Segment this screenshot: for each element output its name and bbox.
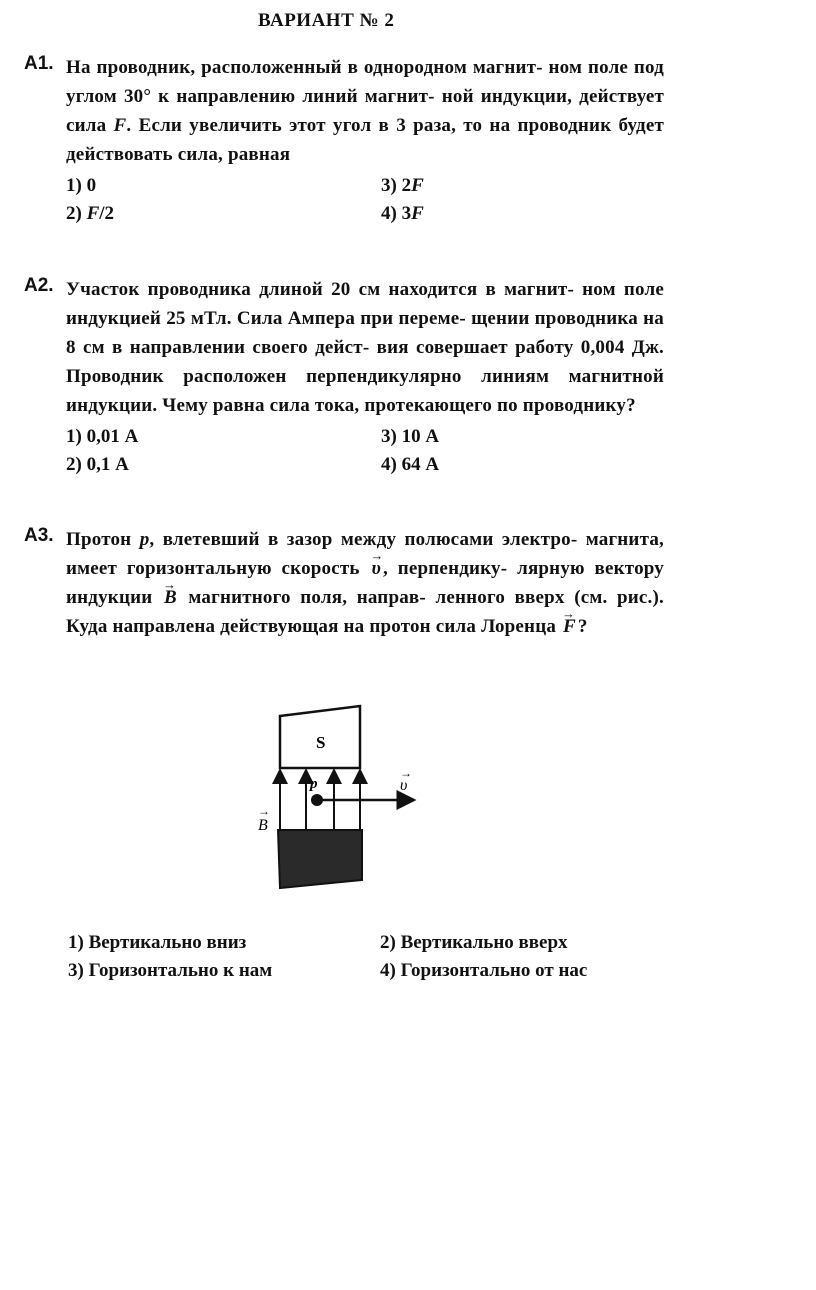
answer-option[interactable]: 4) 64 А	[381, 454, 440, 475]
answer-option[interactable]: 3) 10 А	[381, 426, 440, 447]
question-a3	[24, 525, 664, 641]
vector-arrow-mark: →	[258, 804, 270, 818]
answer-options-a3	[68, 929, 680, 985]
vector-arrow-mark: →	[400, 766, 412, 780]
bottom-pole	[278, 830, 362, 888]
question-number: А3.	[24, 525, 54, 546]
page-title: ВАРИАНТ № 2	[258, 10, 395, 31]
answer-options	[66, 423, 664, 479]
proton	[311, 794, 323, 806]
answer-option[interactable]: 3) Горизонтально к нам	[68, 960, 273, 981]
question-number: А1.	[24, 53, 54, 74]
velocity-label: υ	[400, 777, 408, 794]
force-vector-symbol: → F	[561, 612, 578, 641]
answer-option[interactable]: 2) F/2	[66, 203, 115, 224]
answer-option[interactable]: 4) Горизонтально от нас	[380, 960, 588, 981]
field-label: B	[258, 817, 268, 834]
question-number: А2.	[24, 275, 54, 296]
pole-label: S	[316, 733, 326, 752]
answer-option[interactable]: 1) 0	[66, 175, 97, 196]
answer-option[interactable]: 2) 0,1 А	[66, 454, 129, 475]
answer-option[interactable]: 3) 2F	[381, 175, 424, 196]
field-vector-symbol: → B	[162, 583, 179, 612]
question-text: Протон p, влетевший в зазор между полюсами электро- магнита, имеет горизонтальную скорость → υ , перпендику- лярную вектору индукции → B магнитного поля, направ- ленного вверх (см. рис.). Куда направлена действующая на протон сила Лоренца → F ?	[66, 525, 664, 641]
answer-option[interactable]: 1) 0,01 А	[66, 426, 139, 447]
answer-option[interactable]: 4) 3F	[381, 203, 424, 224]
question-a2	[24, 275, 664, 479]
question-text: Участок проводника длиной 20 см находится в магнит- ном поле индукцией 25 мТл. Сила Ампера при переме- щении проводника на 8 см в направлении своего дейст- вия совершает работу 0,004 Дж. Проводник расположен перпендикулярно линиям магнитной индукции. Чему равна сила тока, протекающего по проводнику?	[66, 279, 664, 416]
electromagnet-figure	[250, 698, 430, 898]
proton-label: p	[310, 776, 318, 792]
answer-options	[66, 172, 664, 228]
question-text: На проводник, расположенный в однородном магнит- ном поле под углом 30° к направлению линий магнит- ной индукции, действует сила F. Если увеличить этот угол в 3 раза, то на проводник будет действовать сила, равная	[66, 57, 665, 165]
question-a1	[24, 53, 664, 228]
answer-option[interactable]: 1) Вертикально вниз	[68, 932, 247, 953]
answer-option[interactable]: 2) Вертикально вверх	[380, 932, 568, 953]
velocity-vector-symbol: → υ	[369, 554, 383, 583]
